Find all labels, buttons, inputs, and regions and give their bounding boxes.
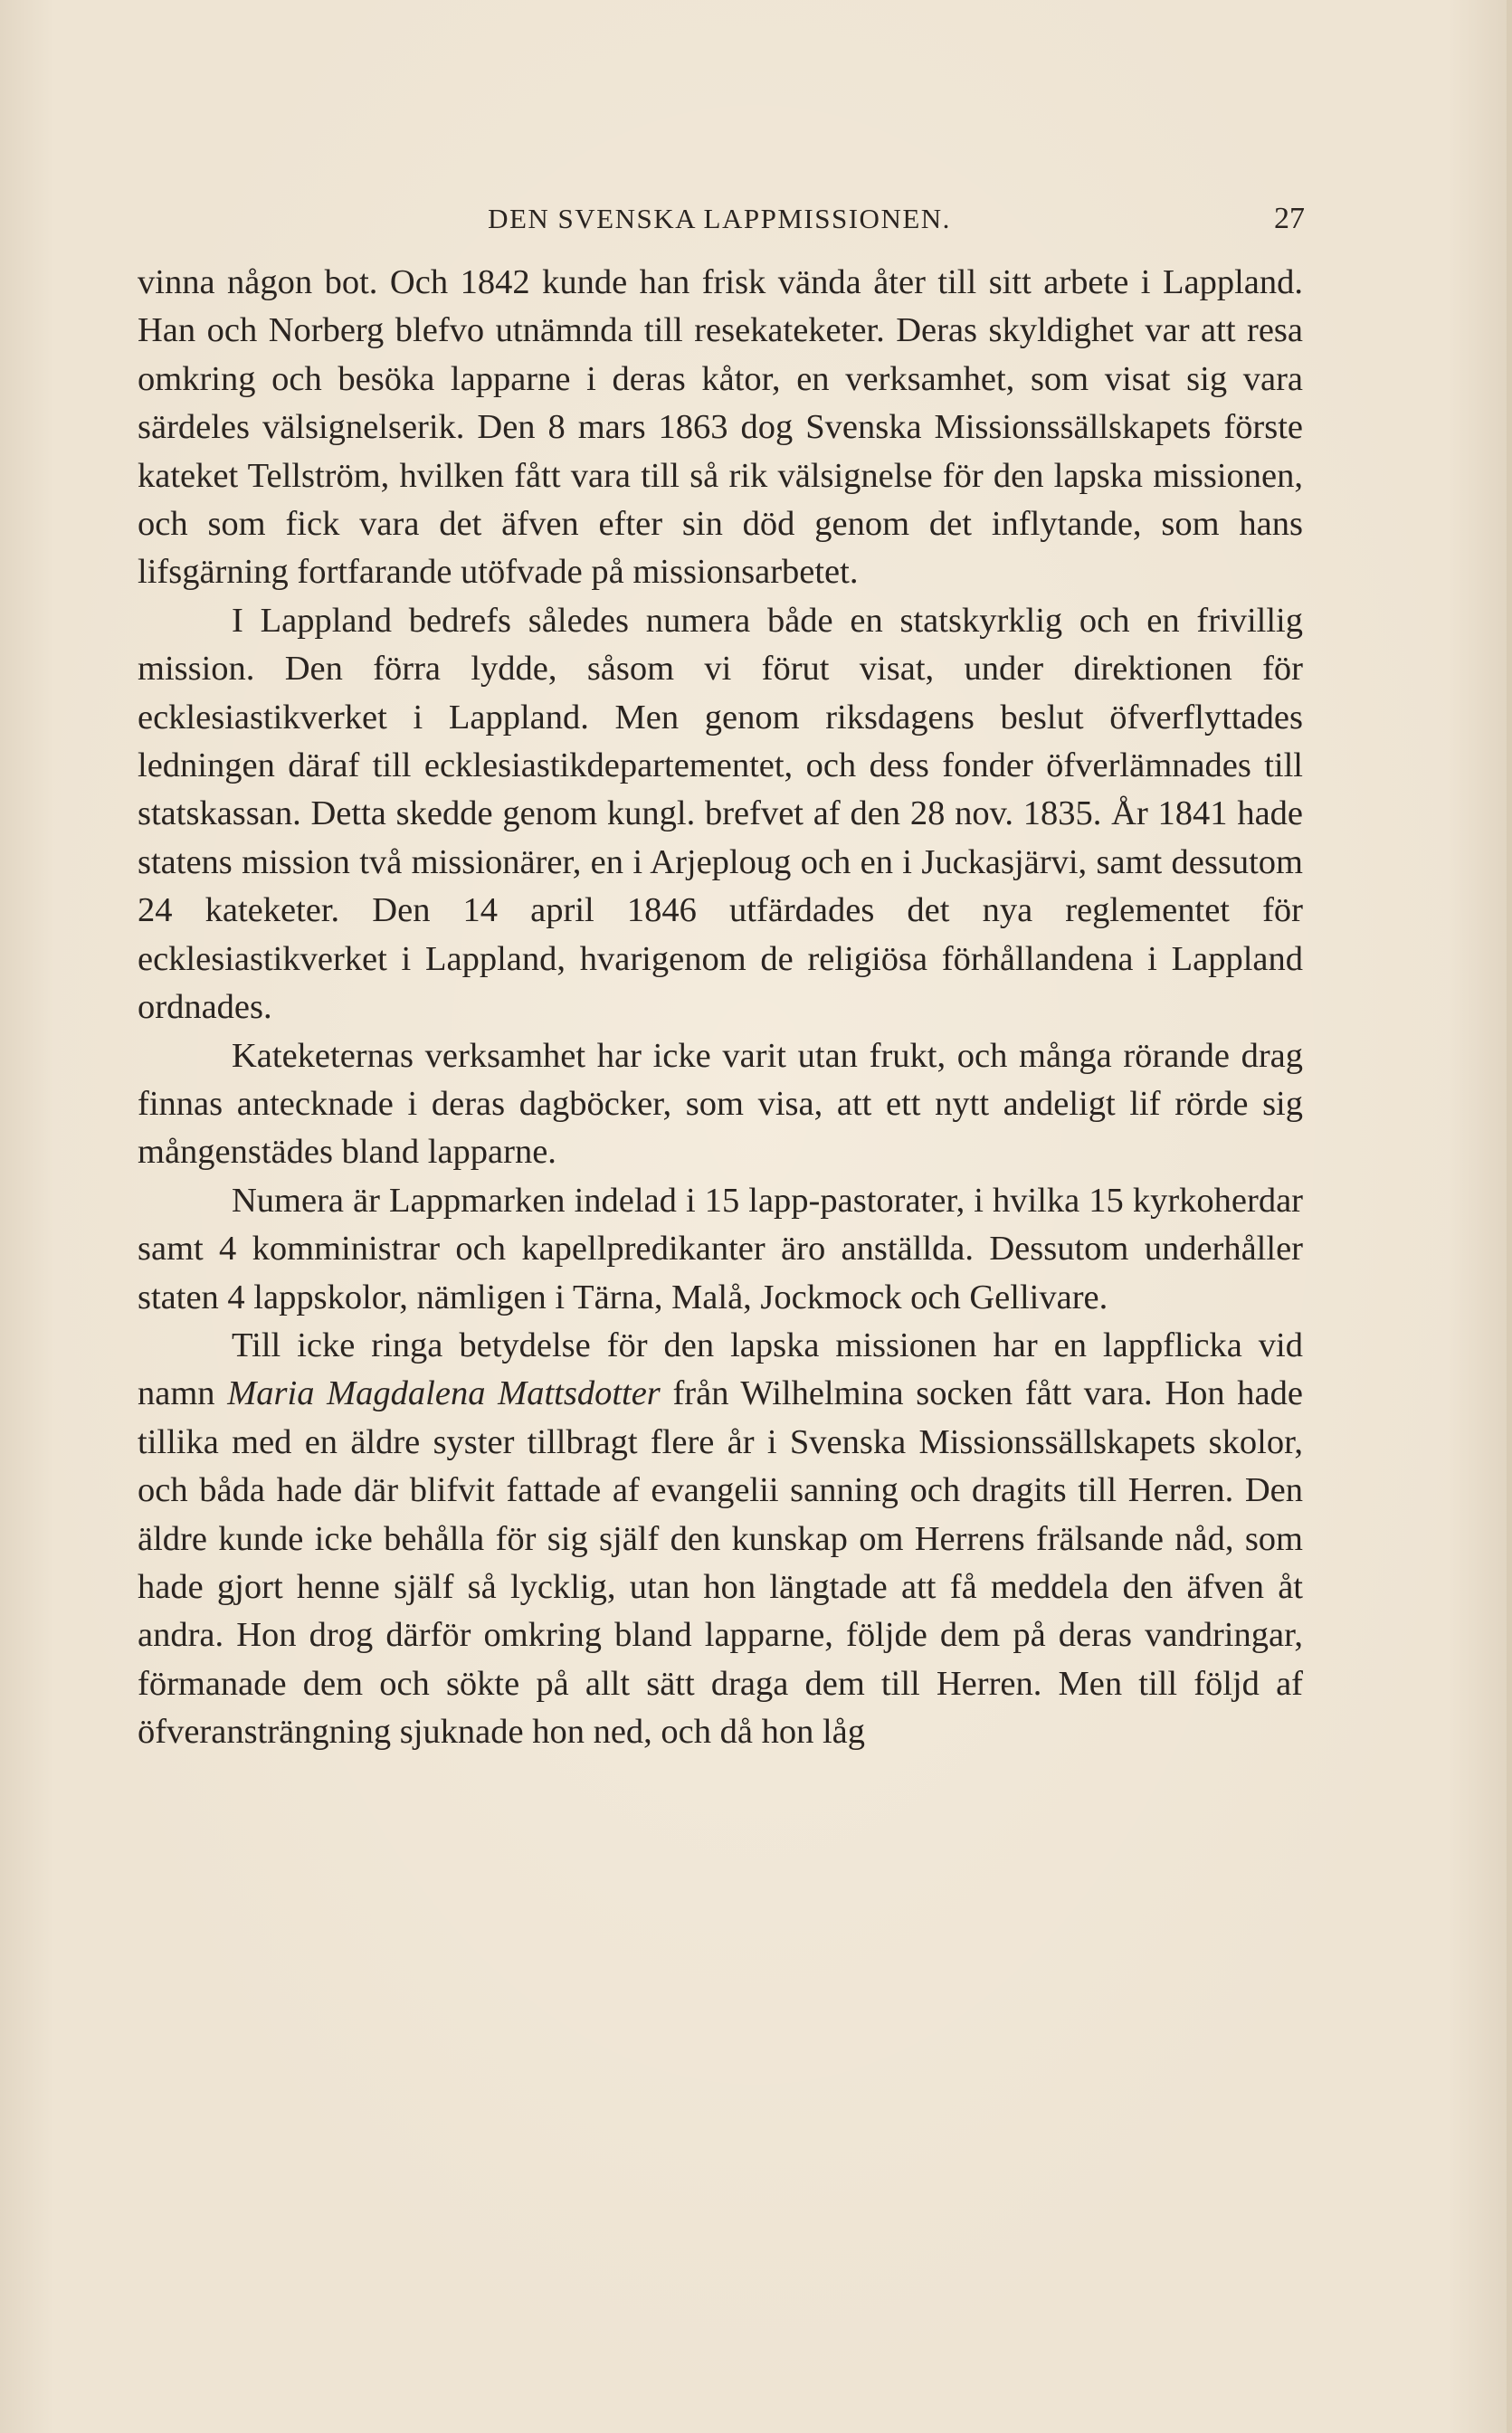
text-segment: Numera är Lappmarken indelad i 15 lapp-pastorater, i hvilka 15 kyrkoherdar samt 4 komministrar och kapellpredikanter äro anställda. Dessutom underhåller staten 4 lappskolor, nämligen i Tärna, Malå, Jockmock och Gellivare. bbox=[138, 1181, 1303, 1316]
text-segment: Kateketernas verksamhet har icke varit utan frukt, och många rörande drag finnas antecknade i deras dagböcker, som visa, att ett nytt andeligt lif rörde sig mångenstädes bland lapparne. bbox=[138, 1036, 1303, 1172]
paragraph bbox=[138, 597, 1303, 1032]
running-header-title: DEN SVENSKA LAPPMISSIONEN. bbox=[488, 203, 951, 234]
paragraph bbox=[138, 1177, 1303, 1322]
page-edge bbox=[1507, 0, 1512, 2433]
italic-name: Maria Magdalena Mattsdotter bbox=[227, 1374, 661, 1413]
paragraph bbox=[138, 1032, 1303, 1177]
body-text bbox=[138, 259, 1303, 1757]
text-segment: vinna någon bot. Och 1842 kunde han frisk vända åter till sitt arbete i Lappland. Han och Norberg blefvo utnämnda till resekateketer. Deras skyldighet var att resa omkring och besöka lapparne i deras kåtor, en verksamhet, som visat sig vara särdeles välsignelserik. Den 8 mars 1863 dog Svenska Missionssällskapets förste kateket Tellström, hvilken fått vara till så rik välsignelse för den lapska missionen, och som fick vara det äfven efter sin död genom det inflytande, som hans lifsgärning fortfarande utöfvade på missionsarbetet. bbox=[138, 263, 1303, 592]
running-header bbox=[136, 201, 1303, 237]
text-segment: från Wilhelmina socken fått vara. Hon hade tillika med en äldre syster tillbragt flere år i Svenska Missionssällskapets skolor, och båda hade där blifvit fattade af evangelii sanning och dragits till Herren. Den äldre kunde icke behålla för sig själf den kunskap om Herrens frälsande nåd, som hade gjort henne själf så lycklig, utan hon längtade att få meddela den äfven åt andra. Hon drog därför omkring bland lapparne, följde dem på deras vandringar, förmanade dem och sökte på allt sätt draga dem till Herren. Men till följd af öfveransträngning sjuknade hon ned, och då hon låg bbox=[138, 1374, 1303, 1752]
page-number: 27 bbox=[1274, 202, 1305, 235]
paragraph bbox=[138, 259, 1303, 597]
paragraph bbox=[138, 1322, 1303, 1757]
text-segment: Till icke ringa betydelse för den lapska missionen har en lappflicka vid namn bbox=[138, 1326, 1303, 1413]
text-segment: I Lappland bedrefs således numera både en statskyrklig och en frivillig mission. Den förra lydde, såsom vi förut visat, under direktionen för ecklesiastikverket i Lappland. Men genom riksdagens beslut öfverflyttades ledningen däraf till ecklesiastikdepartementet, och dess fonder öfverlämnades till statskassan. Detta skedde genom kungl. brefvet af den 28 nov. 1835. År 1841 hade statens mission två missionärer, en i Arjeploug och en i Juckasjärvi, samt dessutom 24 kateketer. Den 14 april 1846 utfärdades det nya reglementet för ecklesiastikverket i Lappland, hvarigenom de religiösa förhållandena i Lappland ordnades. bbox=[138, 601, 1303, 1027]
